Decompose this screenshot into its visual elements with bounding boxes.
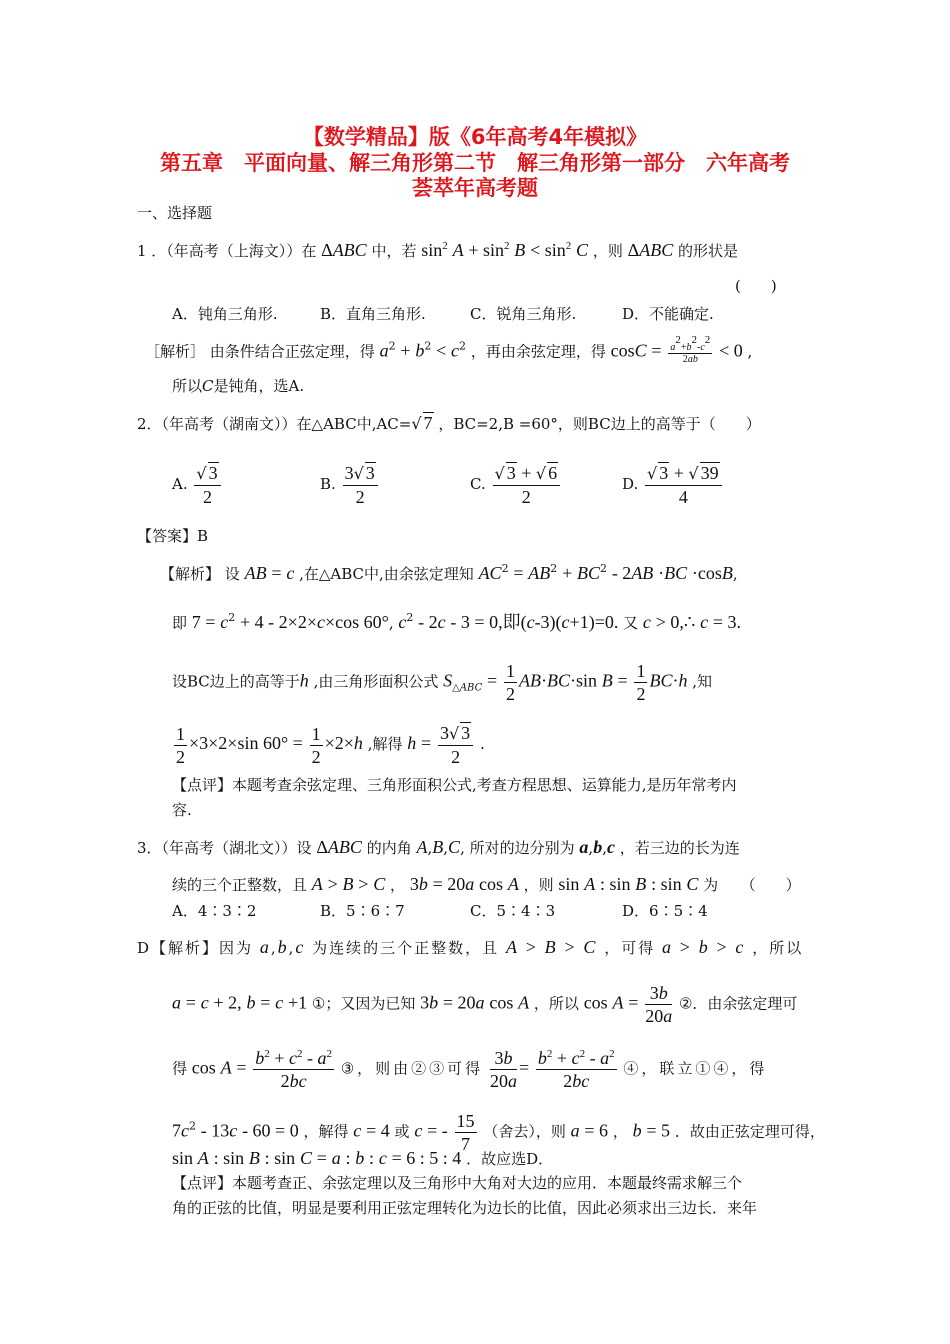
q2-analysis-g: ,知: [692, 672, 713, 691]
document-title-line1: 【数学精品】版《6年高考4年模拟》: [302, 125, 648, 149]
q2-analysis-4: $\frac{1}{2}$ ×3×2×sin 60° = $\frac{1}{2}$ ×2×h ,解得 h = $\frac{3√ 3}{2}$ .: [176, 723, 485, 767]
q2-analysis-label: 【解析】: [160, 565, 221, 583]
q3-stem-e: 续的三个正整数，且: [172, 876, 308, 894]
q3-sol-i: ③，则由②③可得: [340, 1059, 484, 1078]
q3-stem-d: ，若三边的长为连: [619, 839, 740, 857]
q2-analysis-d: 又: [623, 614, 639, 632]
q3-comment-1: [172, 1173, 742, 1193]
q2-analysis-3: 设BC边上的高等于h ,由三角形面积公式 $S_{\triangle ABC}$ = $\frac{1}{2}$ AB·BC·sin B = $\frac{1}{2}$ BC·h ,知: [172, 661, 713, 704]
q1-option-c: C．锐角三角形.: [470, 305, 577, 323]
q3-stem-c: 所对的边分别为: [469, 839, 575, 857]
q1-analysis-a: 由条件结合正弦定理，得: [209, 342, 375, 361]
q3-solution-2: a = c + 2, b = c +1 ①；又因为已知 3b = 20a cos A ，所以 cos A = $\frac{3b}{20a}$ ②．由余弦定理可: [172, 983, 798, 1026]
q3-option-d: D．6∶5∶4: [622, 902, 708, 920]
q2-analysis-f: ,由三角形面积公式: [313, 672, 439, 691]
q2-analysis-b: ,在△ABC中,由余弦定理知: [299, 565, 474, 583]
q1-stem-d: 的形状是: [677, 242, 738, 260]
q1-analysis-conclusion: 所以C是钝角，选A.: [172, 377, 305, 395]
q1-stem: 1 ．（年高考（上海文））在 ΔABC 中，若 $\sin^2 A + \sin^2 B < \sin^2 C$ ，则 ΔABC 的形状是: [137, 240, 738, 260]
q1-option-d: D．不能确定.: [622, 305, 714, 323]
q2-comment-line1: 本题考查余弦定理、三角形面积公式,考查方程思想、运算能力,是历年常考内: [232, 776, 737, 794]
q3-sol-c: ，可得: [604, 939, 656, 957]
q1-analysis: ［解析］ 由条件结合正弦定理，得 $a^2 + b^2 < c^2$ ，再由余弦定理，得 cosC = $\frac{a^2+b^2-c^2}{2ab}$ < 0 ,: [145, 334, 753, 365]
q1-stem-b: 中，若: [371, 242, 417, 260]
q3-sol-j: ④，联立①④，得: [623, 1059, 768, 1078]
q2-stem-a: 2．（年高考（湖南文））在△ABC中,AC=: [137, 415, 412, 433]
q3-sol-e: ①；又因为已知: [311, 994, 416, 1013]
q3-solution-1: D【解析】因为 a,b,c 为连续的三个正整数，且 A > B > C ，可得 a > b > c ，所以: [137, 937, 804, 957]
document-title-line2: 第五章 平面向量、解三角形第二节 解三角形第一部分 六年高考: [160, 151, 790, 175]
q3-sol-f: ，所以: [533, 994, 579, 1013]
q2-analysis-e: 设BC边上的高等于: [172, 672, 300, 691]
q2-option-d: D. $\frac{√ 3 + √ 39}{4}$: [622, 462, 724, 508]
q3-sol-l: 或: [394, 1122, 410, 1141]
q3-sol-h: 得: [172, 1059, 188, 1078]
q3-sol-n: ，: [612, 1122, 628, 1141]
q3-sol-k: ，解得: [303, 1122, 349, 1141]
q3-stem-b: 的内角: [366, 839, 412, 857]
section-heading: 一、选择题: [137, 204, 213, 222]
q2-answer-value: B: [197, 527, 209, 545]
q3-sol-m: （舍去），则: [483, 1122, 566, 1141]
q3-sol-a: D【解析】因为: [137, 939, 254, 957]
q3-stem-h: 为 （ ）: [703, 876, 801, 894]
q3-comment-label: 【点评】: [172, 1174, 233, 1192]
q3-stem-1: 3．（年高考（湖北文））设 ΔABC 的内角 A,B,C, 所对的边分别为 a,b,c ，若三边的长为连: [137, 837, 740, 857]
q3-solution-3: 得 cos A = $\frac{b^2 + c^2 - a^2}{2bc}$ ③，则由②③可得 $\frac{3b}{20a}$ = $\frac{b^2 + c^2 - a^2}{2bc}$ ④，联立①④，得: [172, 1048, 768, 1091]
q1-stem-c: ，则: [592, 242, 623, 260]
q2-analysis-1: 【解析】 设 AB = c ,在△ABC中,由余弦定理知 $AC^2 = AB^2 + BC^2 - 2AB \cdot BC \cdot\cos B$,: [160, 562, 738, 583]
q3-sol-d: ，所以: [752, 939, 804, 957]
q3-comment-line1: 本题考查正、余弦定理以及三角形中大角对大边的应用．本题最终需求解三个: [232, 1174, 743, 1192]
q2-analysis-a: 设: [224, 565, 240, 583]
q3-stem-a: 3．（年高考（湖北文））设: [137, 839, 312, 857]
q3-sol-g: ②．由余弦定理可: [678, 994, 798, 1013]
q3-option-b: B．5∶6∶7: [320, 902, 405, 920]
q2-comment-line2: 容.: [172, 801, 192, 819]
q2-option-a: A. $\frac{√ 3}{2}$: [172, 462, 223, 508]
q2-answer: [137, 526, 208, 546]
q2-stem: 2．（年高考（湖南文））在△ABC中,AC=√ 7 ，BC=2,B =60°，则BC边上的高等于（ ）: [137, 413, 761, 433]
q2-option-b: B. $\frac{3√ 3}{2}$: [320, 462, 380, 508]
document-title-line3: 荟萃年高考题: [412, 176, 538, 200]
q2-option-c: C. $\frac{√ 3 + √ 6}{2}$: [470, 462, 562, 508]
q2-answer-label: 【答案】: [137, 527, 198, 545]
q2-stem-b: ，BC=2,B =60°，则BC边上的高等于（ ）: [438, 415, 761, 433]
q3-stem-2: 续的三个正整数，且 A > B > C ， 3b = 20a cos A ，则 sin A : sin B : sin C 为 （ ）: [172, 874, 801, 894]
q3-stem-g: ，则: [523, 876, 554, 894]
q2-option-a-label: A.: [172, 475, 188, 493]
q3-sol-p: ．故应选D．: [466, 1150, 554, 1168]
q2-option-c-label: C.: [470, 475, 486, 493]
q3-sol-b: 为连续的三个正整数，且: [312, 939, 500, 957]
q3-solution-4: $7c^2 - 13c - 60 = 0$ ，解得 c = 4 或 c = - $\frac{15}{7}$ （舍去），则 a = 6 ， b = 5 ．故由正弦定理可得，: [172, 1111, 825, 1154]
q3-sol-o: ．故由正弦定理可得，: [674, 1122, 825, 1141]
q3-option-c: C．5∶4∶3: [470, 902, 556, 920]
q1-option-a: A．钝角三角形.: [172, 305, 278, 323]
q3-stem-f: ，: [390, 876, 406, 894]
q1-analysis-d: 是钝角，选A.: [213, 377, 305, 395]
q1-option-b: B．直角三角形.: [320, 305, 426, 323]
q2-analysis-c: 即: [172, 614, 188, 632]
q1-stem-a: 1 ．（年高考（上海文））在: [137, 242, 317, 260]
q2-comment-1: [172, 775, 737, 795]
q1-analysis-c: 所以: [172, 377, 203, 395]
q3-option-a: A．4∶3∶2: [172, 902, 257, 920]
q1-analysis-label: ［解析］: [145, 342, 206, 361]
q1-analysis-b: ，再由余弦定理，得: [470, 342, 606, 361]
q2-comment-label: 【点评】: [172, 776, 233, 794]
q2-option-b-label: B.: [320, 475, 336, 493]
q2-option-d-label: D.: [622, 475, 639, 493]
q3-solution-5: sin A : sin B : sin C = a : b : c = 6 : 5 : 4 ．故应选D．: [172, 1148, 554, 1168]
q2-analysis-2: 即 $7 = c^2 + 4 - 2\times 2\times c\times\cos$ 60°, $c^2 - 2c - 3 = 0$,即(c-3)(c+1)=0. 又 c > 0,∴ c = 3.: [172, 611, 742, 632]
q1-paren: ( ): [735, 277, 777, 295]
q3-comment-line2: 角的正弦的比值，明显是要利用正弦定理转化为边长的比值，因此必须求出三边长．来年: [172, 1199, 758, 1217]
q2-analysis-h: ,解得: [367, 735, 403, 753]
